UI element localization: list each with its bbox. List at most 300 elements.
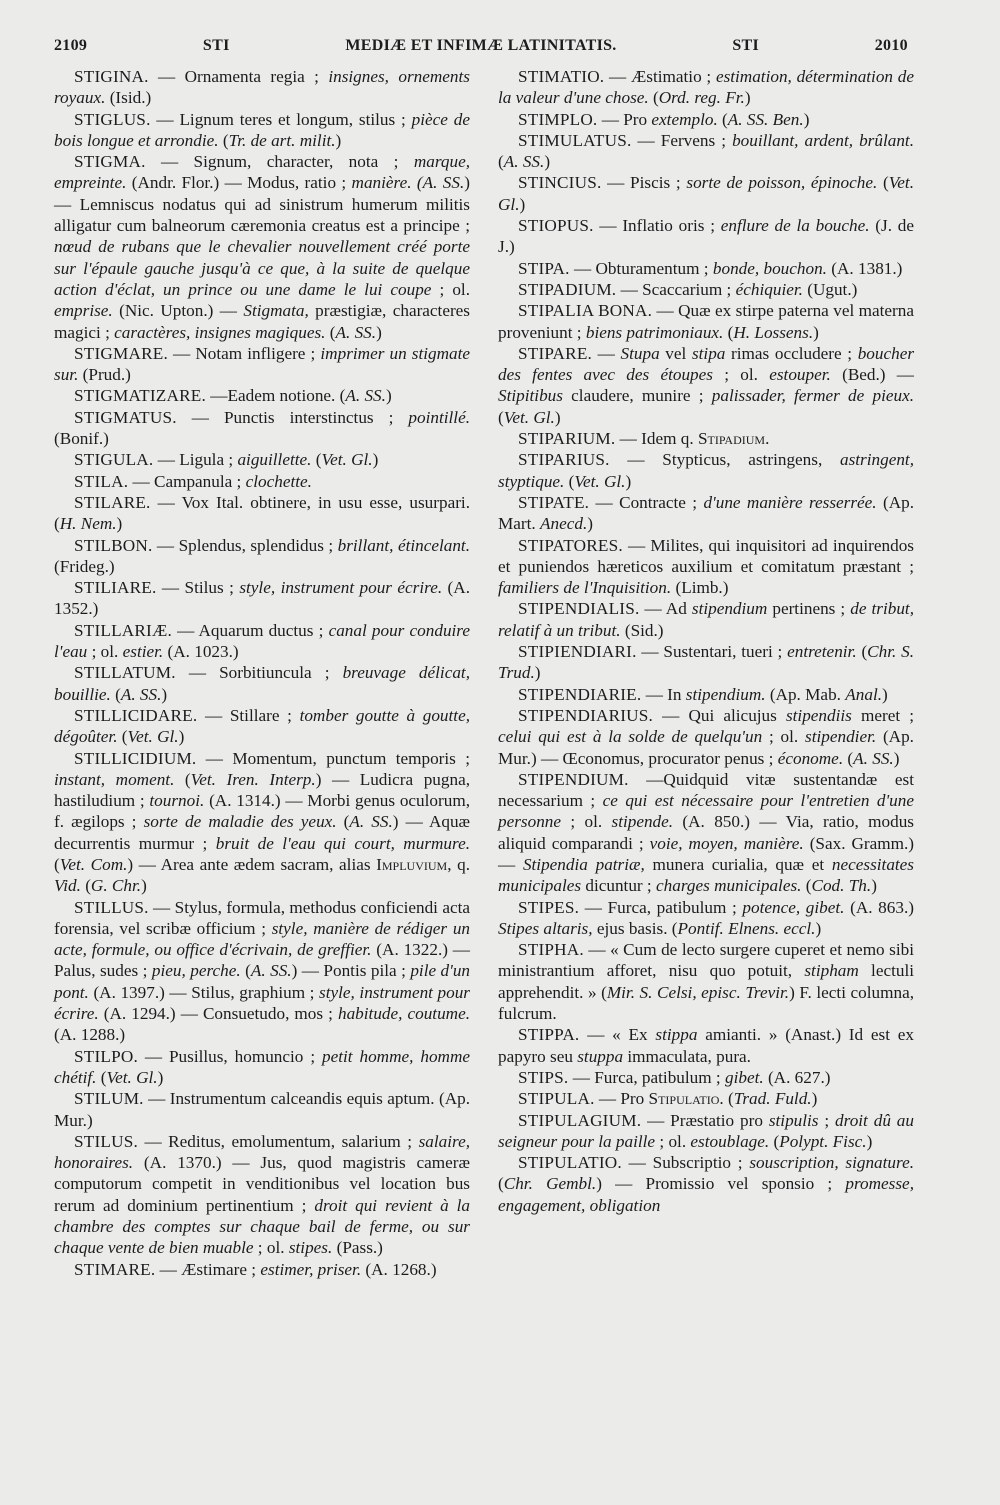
entry-text: ) [744,88,751,108]
dictionary-entry [498,215,914,258]
entry-headword: STIPPA. [518,1025,580,1045]
entry-french-gloss: d'une manière resserrée. [703,492,877,512]
entry-text: . ( [719,1089,734,1109]
entry-french-gloss: charges municipales. [656,876,802,896]
entry-text: ( [877,173,889,193]
entry-french-gloss: Stupa [620,343,660,363]
entry-french-gloss: promesse, engagement, obligation [498,1174,914,1215]
dictionary-entry [498,1024,914,1067]
entry-french-gloss: stipendium. [685,684,766,704]
entry-french-gloss: A. SS. [120,684,162,704]
entry-text: ; ol. [762,727,806,747]
entry-text: ) [811,1089,818,1109]
entry-text: (Bed.) — [830,365,914,385]
entry-text: ) [587,514,593,534]
entry-text: munera curialia, quæ et [644,854,832,874]
entry-french-gloss: Mir. S. Celsi, episc. Trevir. [606,982,790,1002]
entry-headword: STIPHA. [518,940,584,960]
entry-text: dicuntur ; [581,876,657,896]
entry-text: ( [723,322,734,342]
entry-french-gloss: potence, gibet. [742,897,845,917]
entry-french-gloss: brillant, étincelant. [337,535,471,555]
entry-text: ) [871,876,877,896]
entry-text: ejus basis. ( [592,918,678,938]
entry-text: ) — Lemniscus nodatus qui ad sinistrum humerum militis alligatur cum balneorum cæremonia creatus est a principe ; [54,173,470,236]
entry-text: (A. 1322.) — Palus, sudes ; [54,940,470,981]
entry-french-gloss: pile d'un pont. [54,961,471,1002]
entry-french-gloss: Polypt. Fisc. [779,1131,867,1151]
entry-french-gloss: échiquier. [735,279,803,299]
entry-headword: STIPS. [518,1067,569,1087]
entry-headword: STIGINA. [74,67,149,86]
entry-headword: STILLATUM. [74,663,176,683]
entry-headword: STILLICIDARE. [74,705,198,725]
entry-french-gloss: Stipendia patriæ, [522,854,645,874]
entry-french-gloss: stippa [655,1025,698,1045]
entry-text: pertinens ; [767,599,851,619]
entry-text: — Splendus, splendidus ; [152,535,338,555]
entry-text: ) [544,152,551,172]
entry-french-gloss: Vid. [54,876,81,896]
dictionary-entry [498,598,914,641]
entry-text: claudere, munire ; [562,386,712,406]
entry-headword: STIMATIO. [518,67,605,86]
entry-french-gloss: bouillant, ardent, brûlant. [732,130,914,150]
entry-text: ( [218,130,229,150]
entry-text: ) — Promissio vel sponsio ; [596,1174,846,1194]
entry-headword: STIGLUS. [74,109,151,129]
entry-headword: STIOPUS. [518,216,594,236]
entry-french-gloss: boucher des fentes avec des étoupes [498,343,915,385]
entry-french-gloss: Vet. Gl. [574,471,626,491]
dictionary-entry [498,172,914,215]
entry-text: præstigiæ, characteres magici ; [54,301,470,342]
entry-text: — [592,343,621,363]
entry-french-gloss: palissader, fermer de pieux. [711,386,914,406]
entry-text: ; ol. [87,642,123,662]
entry-headword: STIPENDIARIE. [518,684,642,704]
entry-text: ) [178,727,185,747]
dictionary-entry [498,343,914,428]
entry-headword: STIMPLO. [518,109,598,129]
entry-french-gloss: droit dû au seigneur pour la paille [498,1110,914,1151]
entry-french-gloss: extemplo. [651,109,718,129]
entry-french-gloss: A. SS. [345,386,386,406]
entry-text: — Subscriptio ; [621,1153,750,1173]
dictionary-entry [498,897,914,940]
entry-french-gloss: Cod. Th. [811,876,872,896]
entry-text: ; ol. [253,1238,289,1258]
entry-text: ) [376,322,382,342]
entry-text: — Punctis interstinctus ; [176,407,409,427]
entry-french-gloss: voie, moyen, manière. [649,833,804,853]
entry-french-gloss: style, instrument pour écrire. [239,578,443,598]
entry-text: — Qui alicujus [653,705,786,725]
entry-french-gloss: stipendiis [785,705,852,725]
entry-text: — Sustentari, tueri ; [636,642,788,662]
entry-headword: STIPENDIUM. [518,769,629,789]
entry-text: (A. 627.) [763,1067,831,1087]
dictionary-entry [498,939,914,1024]
entry-headword: STIPATORES. [518,535,623,555]
entry-french-gloss: celui qui est à la solde de quelqu'un [498,727,763,747]
entry-french-gloss: stipende. [611,812,674,832]
entry-text: — Aquarum ductus ; [171,620,329,640]
entry-text: ( [80,876,91,896]
entry-text: Stipulatio [648,1089,720,1109]
entry-text: ) — Aquæ decurrentis murmur ; [54,812,471,853]
entry-text: — Stylus, formula, methodus conficiendi acta forensia, vel scribæ officium ; [54,897,470,938]
entry-french-gloss: de tribut, relatif à un tribut. [498,599,915,640]
entry-text: — Furca, patibulum ; [568,1067,725,1087]
entry-headword: STILLICIDIUM. [74,748,197,768]
dictionary-entry [54,662,470,705]
entry-text: — Notam infligere ; [167,343,321,363]
entry-french-gloss: astringent, styptique. [498,450,914,491]
entry-french-gloss: style, manière de rédiger un acte, formule, ou office d'écrivain, de greffier. [54,918,471,960]
entry-french-gloss: H. Nem. [59,514,117,534]
entry-french-gloss: salaire, honoraires. [54,1131,470,1173]
entry-text: ( [174,769,191,789]
dictionary-entry [54,66,470,109]
page-number-right: 2010 [874,37,908,54]
right-column [498,66,914,1280]
entry-headword: STILLARIÆ. [74,620,172,640]
dictionary-entry [498,109,914,130]
text-columns [54,66,914,1280]
entry-text: ) [813,322,819,342]
entry-french-gloss: Ord. reg. Fr. [658,88,745,108]
entry-french-gloss: estouper. [769,365,831,385]
entry-french-gloss: insignes, ornements royaux. [54,67,470,108]
dictionary-entry [54,1259,470,1280]
entry-text: ; ol. [712,365,770,385]
dictionary-entry [498,428,914,449]
entry-french-gloss: Vet. Gl. [127,727,179,747]
entry-french-gloss: stipendium [691,599,768,619]
entry-headword: STIPARIUM. [518,429,616,449]
entry-headword: STILUM. [74,1089,144,1109]
entry-text: — Stilus ; [156,578,240,598]
entry-text: Stipadium [697,429,766,449]
entry-text: — Pusillus, homuncio ; [137,1046,323,1066]
entry-french-gloss: stipham [804,961,859,981]
entry-text: — Obturamentum ; [569,258,713,278]
entry-french-gloss: Tr. de art. milit. [228,130,336,150]
entry-french-gloss: canal pour conduire l'eau [54,620,470,662]
entry-text: ) [385,386,392,406]
entry-text: . [765,429,770,449]
dictionary-entry [54,897,470,1046]
entry-text: — Idem q. [615,429,698,449]
entry-text: ) [893,748,900,768]
entry-french-gloss: sorte de maladie des yeux. [143,812,337,832]
dictionary-entry [498,684,914,705]
dictionary-entry [498,641,914,684]
entry-text: — Campanula ; [128,471,246,491]
entry-text: (Andr. Flor.) — Modus, ratio ; [126,173,352,193]
entry-french-gloss: nœud de rubans que le chevalier nouvellement créé porte sur l'épaule gauche jusqu'à ce que, à la suite de quelque action d'éclat, un prince ou une dame le lui coupe [54,237,470,299]
entry-french-gloss: stipulis [768,1110,819,1130]
dictionary-entry [498,279,914,300]
entry-text: ) [335,130,342,150]
entry-french-gloss: style, instrument pour écrire. [54,982,470,1024]
entry-text: ) [815,918,822,938]
entry-text: ; [818,1110,836,1130]
entry-headword: STIPES. [518,897,580,917]
dictionary-entry [54,407,470,450]
entry-french-gloss: A. SS. [503,152,545,172]
entry-text: ( [311,450,322,470]
entry-french-gloss: Chr. S. Trud. [498,642,914,683]
entry-french-gloss: H. Lossens. [733,322,814,342]
entry-text: — Pro [594,1089,649,1109]
running-header [54,32,908,60]
entry-french-gloss: clochette. [245,471,312,491]
entry-text: ) — Pontis pila ; [291,961,411,981]
entry-text: (Nic. Upton.) — [112,301,244,321]
entry-text: — Fervens ; [631,130,733,150]
entry-text: ) [554,407,561,427]
entry-text: —Quidquid vitæ sustentandæ est necessarium ; [498,769,914,811]
entry-headword: STIPULA. [518,1089,595,1109]
page-number-left: 2109 [54,37,88,54]
entry-french-gloss: Vet. Gl. [321,450,373,470]
entry-text: ( [110,684,121,704]
entry-french-gloss: pieu, perche. [151,961,241,981]
entry-french-gloss: A. SS. [349,812,393,832]
entry-headword: STIPULATIO. [518,1153,622,1173]
entry-text: (Prud.) [78,365,131,385]
dictionary-entry [498,535,914,599]
dictionary-entry [498,300,914,343]
entry-text: — Signum, character, nota ; [145,152,414,172]
entry-text: — Piscis ; [601,173,687,193]
entry-headword: STIMARE. [74,1259,156,1279]
entry-french-gloss: marque, empreinte. [54,152,470,193]
entry-text: (Limb.) [671,578,729,598]
entry-text: ) F. lecti columna, fulcrum. [498,982,915,1024]
dictionary-entry [54,577,470,620]
entry-text: — Instrumentum calceandis equis aptum. (Ap. Mur.) [54,1089,470,1130]
entry-headword: STILPO. [74,1046,138,1066]
entry-text: (A. 863.) [844,897,914,917]
entry-headword: STIPARE. [518,343,593,363]
entry-headword: STIPATE. [518,492,590,512]
entry-headword: STIGMARE. [74,343,168,363]
entry-text: — Sorbitiuncula ; [175,663,343,683]
entry-headword: STIGMA. [74,152,146,172]
entry-headword: STILBON. [74,535,153,555]
entry-text: ) [372,450,379,470]
entry-headword: STILLUS. [74,897,149,917]
entry-text: (A. 1314.) — Morbi genus oculorum, f. ægilops ; [54,791,470,832]
entry-french-gloss: manière. (A. SS. [351,173,465,193]
entry-text: ( [498,152,504,172]
entry-text: — Pro [597,109,652,129]
entry-french-gloss: stipes. [288,1238,333,1258]
entry-text: immaculata, pura. [623,1046,751,1066]
section-abbr-left: STI [202,37,230,54]
dictionary-entry [54,471,470,492]
entry-french-gloss: necessitates municipales [498,854,915,896]
entry-headword: STIPENDIALIS. [518,599,640,619]
entry-text: — Momentum, punctum temporis ; [196,748,470,768]
entry-headword: STIGMATUS. [74,407,177,427]
entry-text: ( [336,812,350,832]
entry-french-gloss: Stipes altaris, [498,918,593,938]
dictionary-entry [498,492,914,535]
entry-french-gloss: A. SS. [335,322,377,342]
entry-text: ( [498,407,504,427]
entry-text: — Reditus, emolumentum, salarium ; [137,1131,419,1151]
entry-french-gloss: stipendier. [805,727,877,747]
dictionary-entry [54,1088,470,1131]
entry-french-gloss: tomber goutte à goutte, dégoûter. [54,705,470,747]
entry-headword: STIPALIA BONA. [518,301,653,321]
entry-french-gloss: sorte de poisson, épinoche. [686,173,878,193]
entry-french-gloss: aiguillette. [237,450,312,470]
entry-text: ( [117,727,128,747]
entry-text: (A. 1381.) [826,258,903,278]
entry-text: — Ornamenta regia ; [148,67,329,86]
entry-text: — Ligula ; [153,450,238,470]
entry-text: (A. 1023.) [163,642,239,662]
entry-french-gloss: Vet. Com. [59,854,128,874]
entry-text: vel [659,343,692,363]
entry-text: — Inflatio oris ; [593,216,721,236]
entry-text: ( [240,961,251,981]
entry-text: ( [498,1174,504,1194]
entry-text: meret ; [851,705,914,725]
entry-text: ( [856,642,868,662]
entry-text: (Ap. Mur.) — Œconomus, procurator penus ; [498,727,914,768]
entry-text: ( [564,471,575,491]
entry-text: (Sid.) [620,620,664,640]
entry-text: ) — Ludicra pugna, hastiludium ; [54,769,471,811]
entry-headword: STIGMATIZARE. [74,386,206,406]
entry-headword: STILUS. [74,1131,138,1151]
entry-french-gloss: breuvage délicat, bouillie. [54,663,470,704]
entry-french-gloss: A. SS. [853,748,894,768]
entry-french-gloss: A. SS. Ben. [727,109,804,129]
entry-text: ( [648,88,659,108]
entry-text: (J. de J.) [498,216,914,257]
section-abbr-right: STI [732,37,760,54]
entry-french-gloss: Pontif. Elnens. eccl. [677,918,816,938]
entry-text: rimas occludere ; [725,343,858,363]
entry-text: lectuli apprehendit. » ( [498,961,915,1002]
entry-text: ) [803,109,810,129]
entry-text: ; ol. [431,279,470,299]
entry-french-gloss: entretenir. [787,642,857,662]
entry-text: —Eadem notione. ( [205,386,346,406]
entry-text: ( [717,109,728,129]
entry-text: — Contracte ; [589,492,704,512]
entry-french-gloss: estoublage. [690,1131,770,1151]
entry-text: (A. 850.) — Via, ratio, modus aliquid comparandi ; [498,812,914,853]
entry-text: — Stypticus, astringens, [609,450,840,470]
entry-text: amianti. » (Anast.) Id est ex papyro seu [498,1025,914,1066]
entry-french-gloss: Vet. Gl. [106,1067,158,1087]
entry-text: (Isid.) [105,88,152,108]
dictionary-entry [54,620,470,663]
entry-french-gloss: Vet. Gl. [498,173,914,214]
running-title: MEDIÆ ET INFIMÆ LATINITATIS. [345,37,617,54]
entry-text: ) [116,514,123,534]
entry-french-gloss: souscription, signature. [749,1153,914,1173]
dictionary-entry [54,748,470,897]
entry-text: (Sax. Gramm.) — [498,833,915,874]
entry-text: Impluvium [376,854,448,874]
entry-text: — Scaccarium ; [616,279,736,299]
dictionary-entry [54,109,470,152]
entry-text: ) [161,684,168,704]
entry-text: (Pass.) [332,1238,383,1258]
dictionary-entry [498,258,914,279]
entry-text: — Milites, qui inquisitori ad inquirendos et puniendos hæreticos auxilium et comitatum præstant ; [498,535,914,576]
entry-text: — Lignum teres et longum, stilus ; [150,109,412,129]
dictionary-entry [498,449,914,492]
entry-french-gloss: imprimer un stigmate sur. [54,343,471,385]
entry-french-gloss: estimation, détermination de la valeur d'une chose. [498,67,914,108]
entry-headword: STILARE. [74,492,151,512]
entry-text: — Vox Ital. obtinere, in usu esse, usurpari. ( [54,492,470,534]
entry-text: ( [801,876,812,896]
entry-french-gloss: droit qui revient à la chambre des comptes sur chaque bail de ferme, ou sur chaque vente de bien muable [54,1195,470,1258]
entry-text: (A. 1294.) — Consuetudo, mos ; [98,1004,338,1024]
entry-text: — In [641,684,686,704]
entry-french-gloss: Vet. Iren. Interp. [190,769,316,789]
entry-french-gloss: petit homme, homme chétif. [54,1046,470,1087]
entry-text: — « Cum de lecto surgere cuperet et nemo sibi ministrantium afforet, nisu quo potuit, [498,940,914,981]
entry-text: ( [54,854,60,874]
entry-french-gloss: enflure de la bouche. [720,216,870,236]
entry-headword: STIPA. [518,258,570,278]
entry-text: (A. 1268.) [361,1259,437,1279]
entry-french-gloss: pointillé. [408,407,470,427]
entry-text: ; ol. [561,812,612,832]
entry-text: ) [882,684,888,704]
entry-headword: STIMULATUS. [518,130,632,150]
entry-text: — Stillare ; [197,705,300,725]
left-column [54,66,470,1280]
entry-text: ( [96,1067,107,1087]
entry-text: — Æstimatio ; [604,67,716,86]
entry-french-gloss: estier. [122,642,164,662]
entry-text: — Furca, patibulum ; [579,897,743,917]
entry-headword: STIGULA. [74,450,154,470]
entry-french-gloss: tournoi. [149,791,205,811]
dictionary-entry [54,449,470,470]
entry-french-gloss: économe. [777,748,844,768]
dictionary-entry [498,1088,914,1109]
entry-french-gloss: Anal. [845,684,883,704]
entry-headword: STIPARIUS. [518,450,610,470]
entry-french-gloss: gibet. [724,1067,764,1087]
dictionary-entry [498,130,914,173]
entry-french-gloss: A. SS. [250,961,292,981]
entry-french-gloss: familiers de l'Inquisition. [498,578,672,598]
dictionary-entry [498,769,914,897]
entry-text: ( [325,322,336,342]
dictionary-entry [498,66,914,109]
entry-headword: STILA. [74,471,129,491]
entry-french-gloss: caractères, insignes magiques. [114,322,326,342]
entry-text: (Ap. Mab. [765,684,846,704]
entry-french-gloss: biens patrimoniaux. [585,322,724,342]
entry-french-gloss: ce qui est nécessaire pour l'entretien d'une personne [498,791,914,832]
